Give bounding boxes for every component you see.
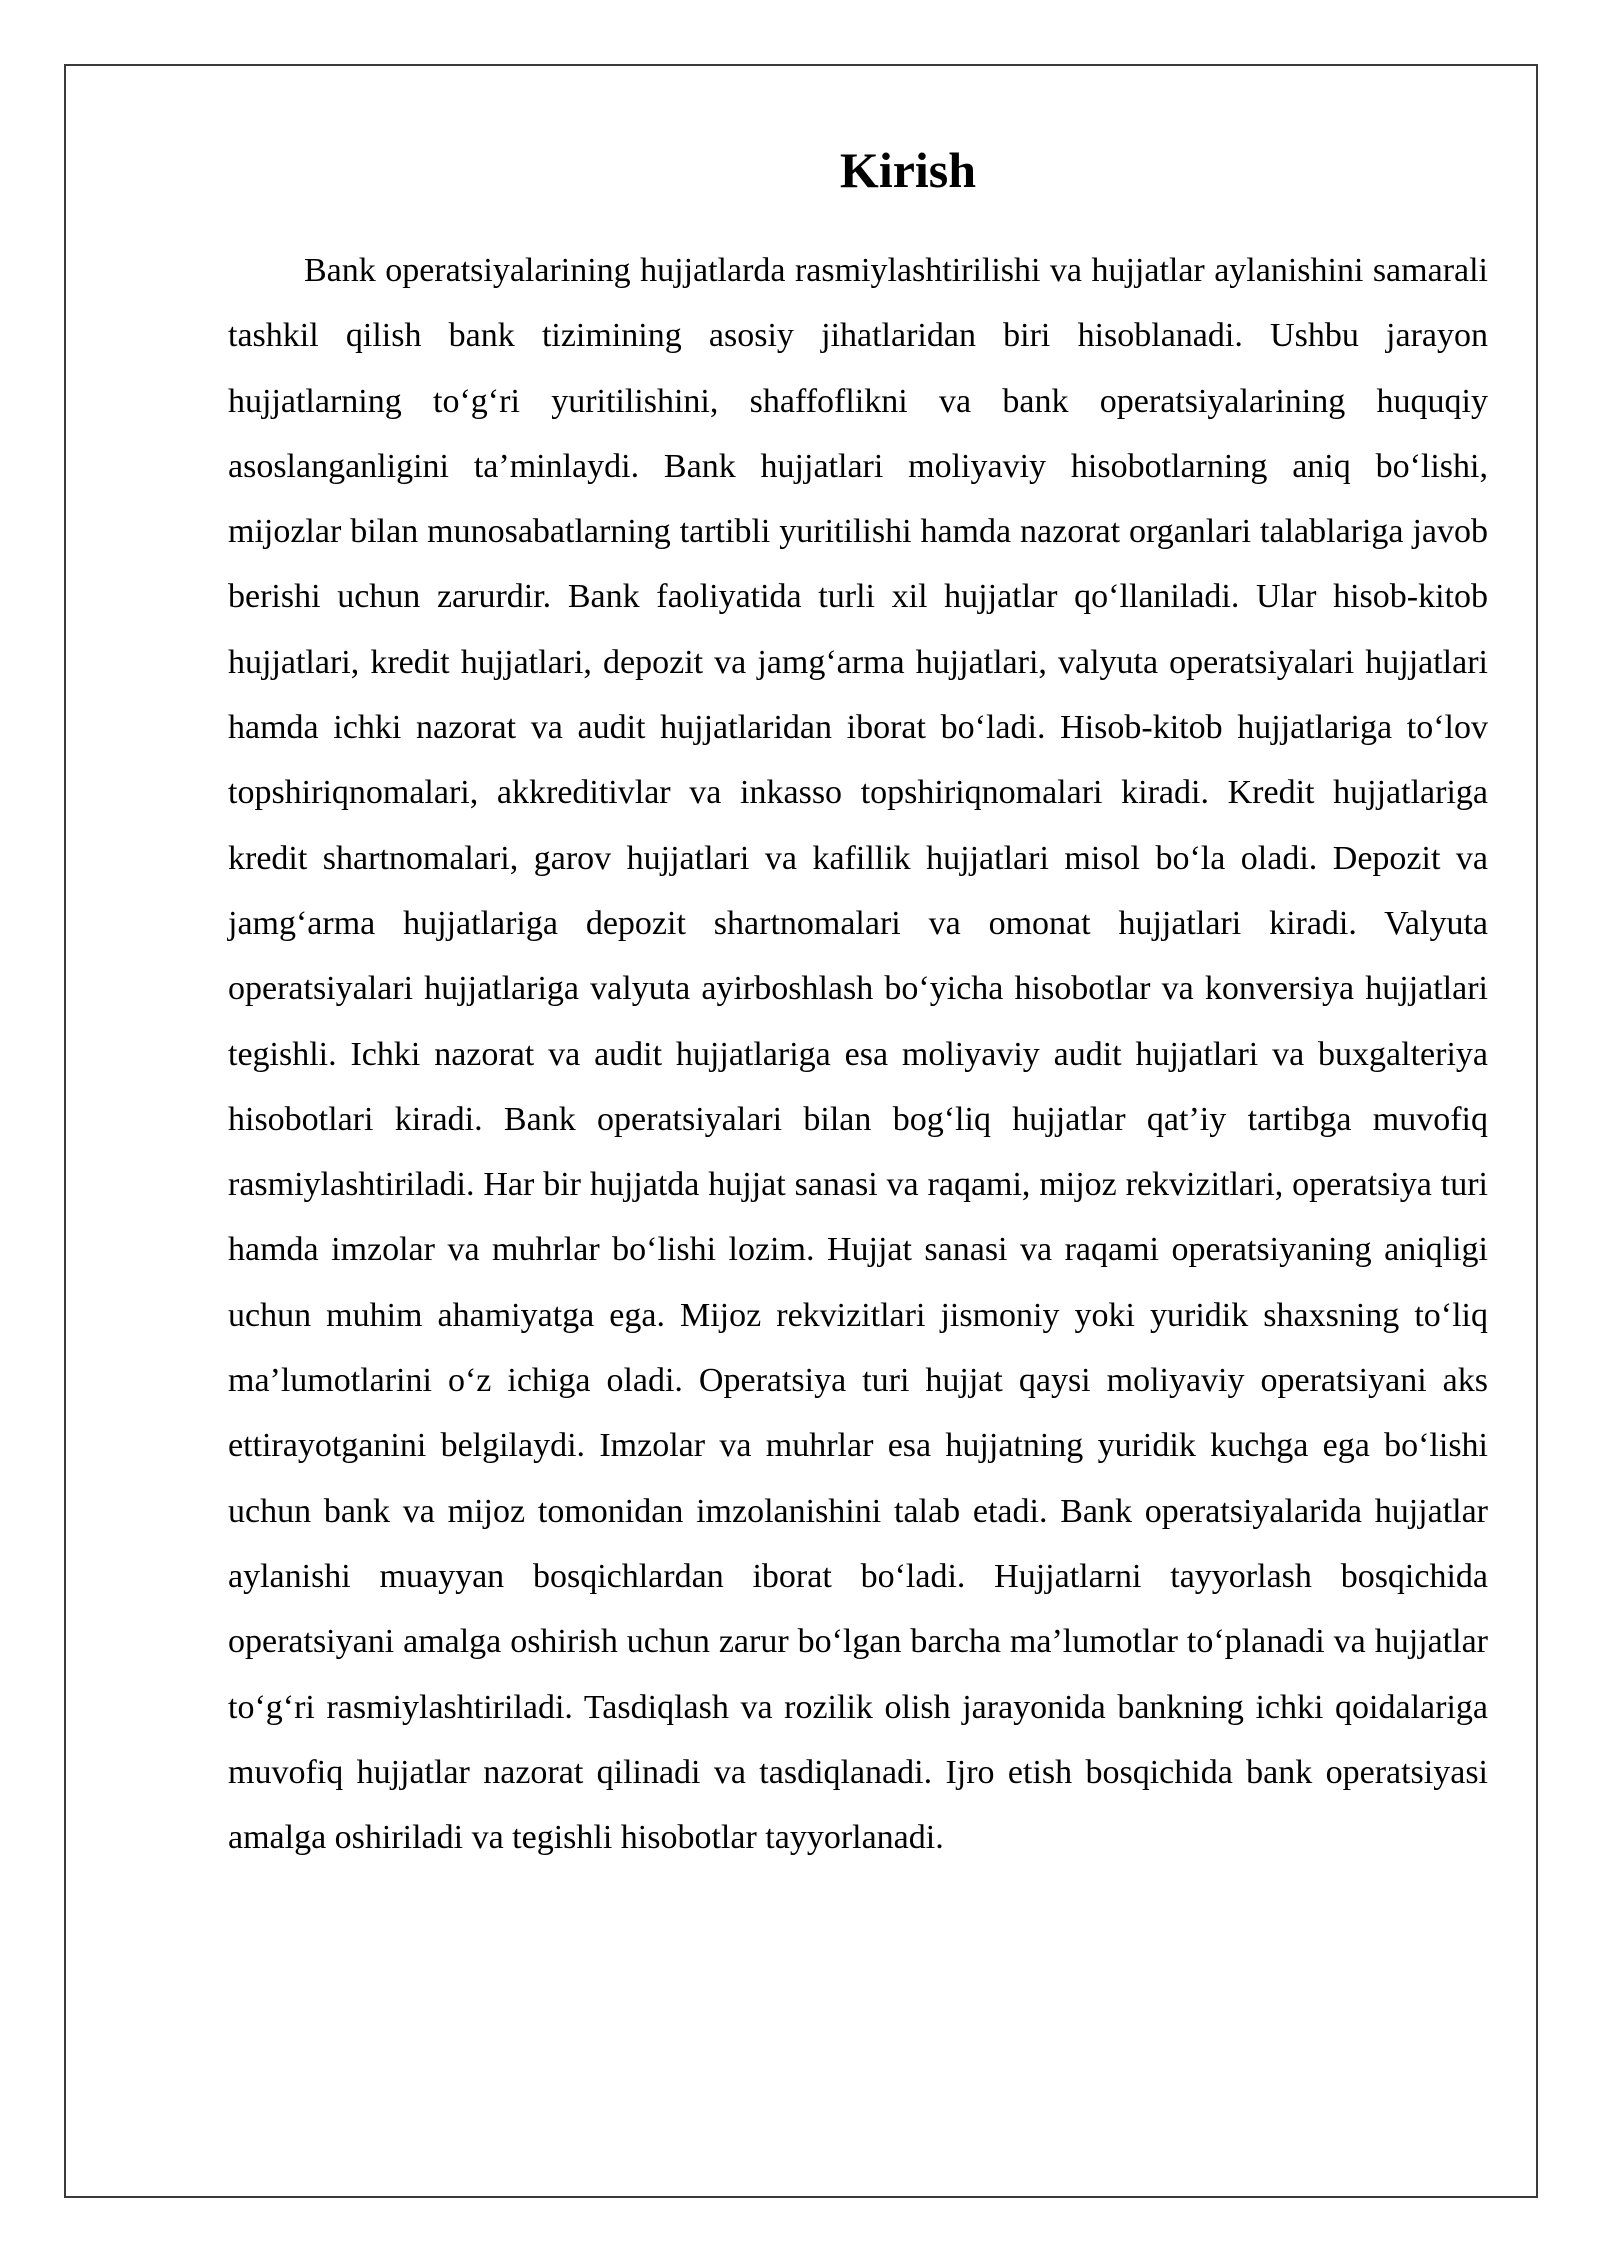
document-content [228, 140, 1488, 1870]
body-paragraph: Bank operatsiyalarining hujjatlarda rasmiylashtirilishi va hujjatlar aylanishini samarali tashkil qilish bank tizimining asosiy jihatlaridan biri hisoblanadi. Ushbu jarayon hujjatlarning to‘g‘ri yuritilishini, shaffoflikni va bank operatsiyalarining huquqiy asoslanganligini ta’minlaydi. Bank hujjatlari moliyaviy hisobotlarning aniq bo‘lishi, mijozlar bilan munosabatlarning tartibli yuritilishi hamda nazorat organlari talablariga javob berishi uchun zarurdir. Bank faoliyatida turli xil hujjatlar qo‘llaniladi. Ular hisob-kitob hujjatlari, kredit hujjatlari, depozit va jamg‘arma hujjatlari, valyuta operatsiyalari hujjatlari hamda ichki nazorat va audit hujjatlaridan iborat bo‘ladi. Hisob-kitob hujjatlariga to‘lov topshiriqnomalari, akkreditivlar va inkasso topshiriqnomalari kiradi. Kredit hujjatlariga kredit shartnomalari, garov hujjatlari va kafillik hujjatlari misol bo‘la oladi. Depozit va jamg‘arma hujjatlariga depozit shartnomalari va omonat hujjatlari kiradi. Valyuta operatsiyalari hujjatlariga valyuta ayirboshlash bo‘yicha hisobotlar va konversiya hujjatlari tegishli. Ichki nazorat va audit hujjatlariga esa moliyaviy audit hujjatlari va buxgalteriya hisobotlari kiradi. Bank operatsiyalari bilan bog‘liq hujjatlar qat’iy tartibga muvofiq rasmiylashtiriladi. Har bir hujjatda hujjat sanasi va raqami, mijoz rekvizitlari, operatsiya turi hamda imzolar va muhrlar bo‘lishi lozim. Hujjat sanasi va raqami operatsiyaning aniqligi uchun muhim ahamiyatga ega. Mijoz rekvizitlari jismoniy yoki yuridik shaxsning to‘liq ma’lumotlarini o‘z ichiga oladi. Operatsiya turi hujjat qaysi moliyaviy operatsiyani aks ettirayotganini belgilaydi. Imzolar va muhrlar esa hujjatning yuridik kuchga ega bo‘lishi uchun bank va mijoz tomonidan imzolanishini talab etadi. Bank operatsiyalarida hujjatlar aylanishi muayyan bosqichlardan iborat bo‘ladi. Hujjatlarni tayyorlash bosqichida operatsiyani amalga oshirish uchun zarur bo‘lgan barcha ma’lumotlar to‘planadi va hujjatlar to‘g‘ri rasmiylashtiriladi. Tasdiqlash va rozilik olish jarayonida bankning ichki qoidalariga muvofiq hujjatlar nazorat qilinadi va tasdiqlanadi. Ijro etish bosqichida bank operatsiyasi amalga oshiriladi va tegishli hisobotlar tayyorlanadi. [228, 252, 1488, 1857]
page-title: Kirish [839, 142, 977, 198]
